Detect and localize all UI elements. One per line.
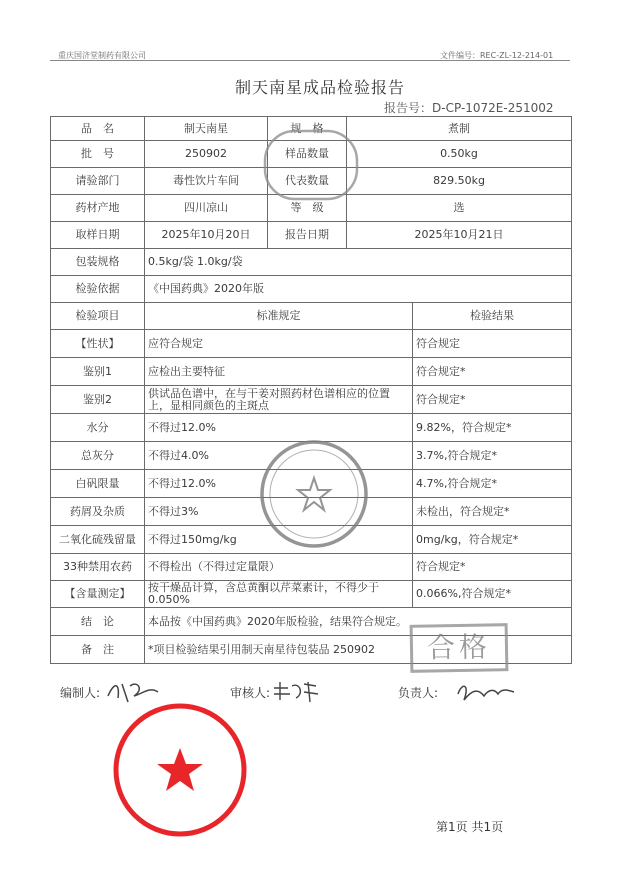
test-standard: 不得过4.0% bbox=[145, 442, 413, 470]
reviewer-signature bbox=[270, 678, 322, 706]
conclusion-label: 结 论 bbox=[51, 608, 145, 636]
test-result: 符合规定* bbox=[413, 554, 572, 581]
label-sample-qty: 样品数量 bbox=[268, 141, 347, 168]
value-report-date: 2025年10月21日 bbox=[347, 222, 572, 249]
qualified-stamp-text: 合格 bbox=[426, 630, 492, 665]
label-report-date: 报告日期 bbox=[268, 222, 347, 249]
test-item: 鉴别1 bbox=[51, 358, 145, 386]
value-dept: 毒性饮片车间 bbox=[145, 168, 268, 195]
test-row bbox=[51, 554, 572, 581]
test-standard: 按干燥品计算，含总黄酮以芹菜素计，不得少于0.050% bbox=[145, 581, 413, 608]
inspection-stamp bbox=[262, 128, 360, 202]
qualified-stamp bbox=[410, 623, 509, 673]
label-spec: 规 格 bbox=[268, 117, 347, 141]
doc-number: 文件编号：REC-ZL-12-214-01 bbox=[440, 51, 554, 60]
remark-label: 备 注 bbox=[51, 636, 145, 664]
test-result: 3.7%,符合规定* bbox=[413, 442, 572, 470]
manager-label: 负责人: bbox=[398, 686, 439, 700]
value-rep-qty: 829.50kg bbox=[347, 168, 572, 195]
test-result: 9.82%，符合规定* bbox=[413, 414, 572, 442]
test-item: 药屑及杂质 bbox=[51, 498, 145, 526]
test-standard: 不得过12.0% bbox=[145, 470, 413, 498]
test-standard: 应检出主要特征 bbox=[145, 358, 413, 386]
reviewer-label: 审核人: bbox=[230, 686, 271, 700]
qa-department-stamp bbox=[258, 438, 370, 550]
label-product: 品 名 bbox=[51, 117, 145, 141]
value-product: 制天南星 bbox=[145, 117, 268, 141]
label-rep-qty: 代表数量 bbox=[268, 168, 347, 195]
editor-label: 编制人: bbox=[60, 686, 101, 700]
header-result: 检验结果 bbox=[413, 303, 572, 330]
test-result: 符合规定* bbox=[413, 386, 572, 414]
label-sample-date: 取样日期 bbox=[51, 222, 145, 249]
value-grade: 选 bbox=[347, 195, 572, 222]
test-standard: 不得过150mg/kg bbox=[145, 526, 413, 554]
label-grade: 等 级 bbox=[268, 195, 347, 222]
company-red-stamp bbox=[110, 700, 250, 840]
remark-text: *项目检验结果引用制天南星待包装品 250902 bbox=[145, 636, 572, 664]
value-batch: 250902 bbox=[145, 141, 268, 168]
value-sample-date: 2025年10月20日 bbox=[145, 222, 268, 249]
test-result: 未检出，符合规定* bbox=[413, 498, 572, 526]
test-standard: 供试品色谱中，在与干姜对照药材色谱相应的位置上，显相同颜色的主斑点 bbox=[145, 386, 413, 414]
test-row bbox=[51, 358, 572, 386]
value-basis: 《中国药典》2020年版 bbox=[145, 276, 572, 303]
value-spec: 煮制 bbox=[347, 117, 572, 141]
value-origin: 四川凉山 bbox=[145, 195, 268, 222]
test-item: 白矾限量 bbox=[51, 470, 145, 498]
value-package: 0.5kg/袋 1.0kg/袋 bbox=[145, 249, 572, 276]
test-item: 鉴别2 bbox=[51, 386, 145, 414]
test-result: 符合规定* bbox=[413, 358, 572, 386]
test-row bbox=[51, 330, 572, 358]
test-item: 33种禁用农药 bbox=[51, 554, 145, 581]
test-item: 【含量测定】 bbox=[51, 581, 145, 608]
tests-header-row bbox=[51, 303, 572, 330]
page-number: 第1页 共1页 bbox=[436, 820, 504, 834]
header-item: 检验项目 bbox=[51, 303, 145, 330]
conclusion-text: 本品按《中国药典》2020年版检验，结果符合规定。 bbox=[145, 608, 572, 636]
test-result: 0.066%,符合规定* bbox=[413, 581, 572, 608]
manager-signature bbox=[454, 680, 518, 706]
company-header: 重庆国济堂制药有限公司 bbox=[58, 51, 146, 60]
header-divider bbox=[50, 60, 570, 61]
test-item: 总灰分 bbox=[51, 442, 145, 470]
report-number: 报告号：D-CP-1072E-251002 bbox=[384, 101, 554, 115]
test-row bbox=[51, 386, 572, 414]
test-row bbox=[51, 581, 572, 608]
test-standard: 应符合规定 bbox=[145, 330, 413, 358]
label-batch: 批 号 bbox=[51, 141, 145, 168]
label-basis: 检验依据 bbox=[51, 276, 145, 303]
test-standard: 不得检出（不得过定量限） bbox=[145, 554, 413, 581]
test-standard: 不得过3% bbox=[145, 498, 413, 526]
value-sample-qty: 0.50kg bbox=[347, 141, 572, 168]
info-row bbox=[51, 249, 572, 276]
label-origin: 药材产地 bbox=[51, 195, 145, 222]
test-item: 二氧化硫残留量 bbox=[51, 526, 145, 554]
test-item: 【性状】 bbox=[51, 330, 145, 358]
test-result: 4.7%,符合规定* bbox=[413, 470, 572, 498]
info-row bbox=[51, 276, 572, 303]
label-dept: 请验部门 bbox=[51, 168, 145, 195]
test-result: 0mg/kg，符合规定* bbox=[413, 526, 572, 554]
label-package: 包装规格 bbox=[51, 249, 145, 276]
report-title: 制天南星成品检验报告 bbox=[234, 78, 405, 97]
test-item: 水分 bbox=[51, 414, 145, 442]
info-row bbox=[51, 222, 572, 249]
header-standard: 标准规定 bbox=[145, 303, 413, 330]
test-standard: 不得过12.0% bbox=[145, 414, 413, 442]
test-result: 符合规定 bbox=[413, 330, 572, 358]
